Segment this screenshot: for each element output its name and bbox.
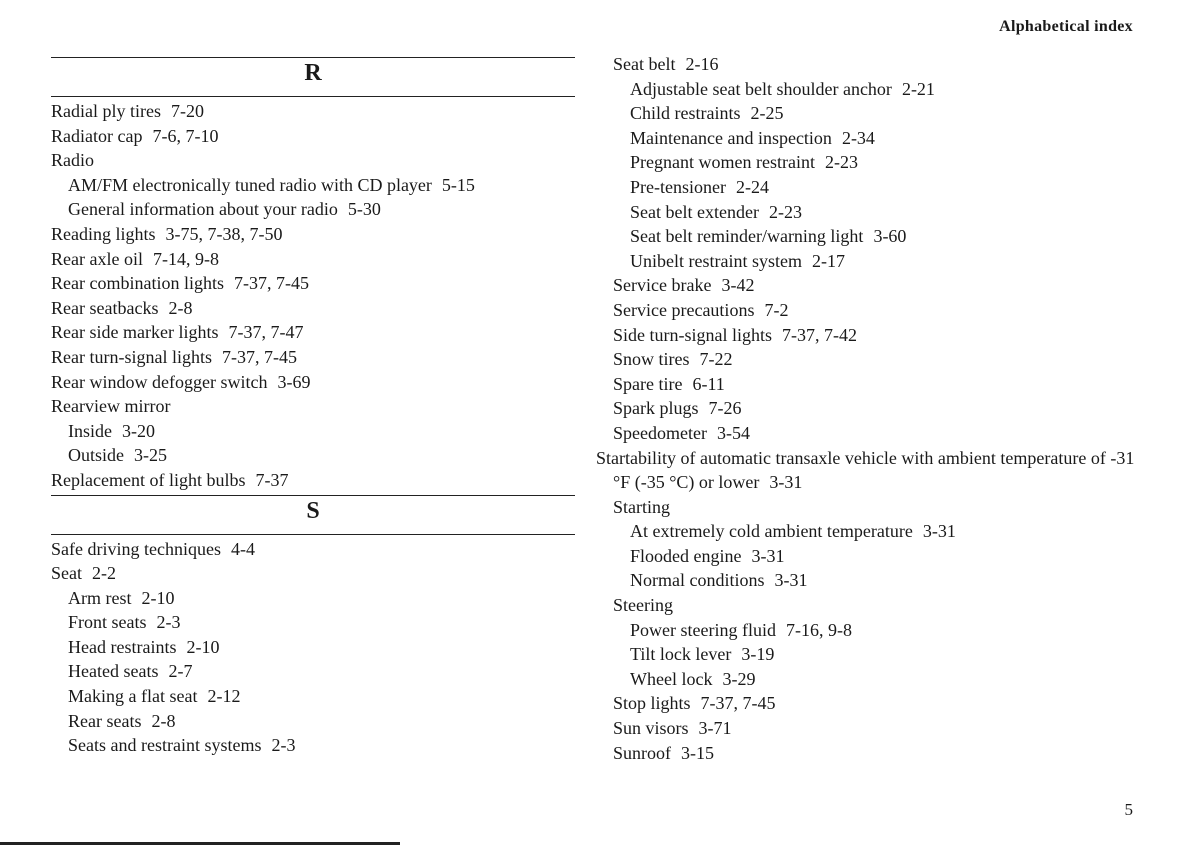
entry-page-ref: 7-6, 7-10: [152, 125, 219, 146]
entry-term: Pregnant women restraint: [630, 152, 815, 173]
entry-page-ref: 5-30: [347, 199, 381, 220]
entry-page-ref: 3-25: [134, 445, 167, 466]
index-list-right: [596, 52, 1143, 765]
entry-term: Seats and restraint systems: [68, 735, 262, 756]
entry-term: Rear window defogger switch: [51, 371, 268, 392]
entry-page-ref: 2-7: [168, 661, 193, 682]
entry-page-ref: 3-19: [741, 644, 775, 665]
entry-term: Normal conditions: [630, 570, 765, 591]
index-subentry: [51, 173, 575, 198]
index-entry: [613, 323, 1143, 348]
entry-page-ref: 7-22: [699, 349, 733, 370]
entry-term: Wheel lock: [630, 668, 713, 689]
entry-term: Child restraints: [630, 103, 741, 124]
index-entry: [51, 222, 575, 247]
index-entry: [613, 298, 1143, 323]
entry-term: Outside: [68, 445, 124, 466]
index-entry: [51, 124, 575, 149]
entry-term: Flooded engine: [630, 545, 742, 566]
entry-term: Radio: [51, 150, 94, 171]
index-entry: [51, 271, 575, 296]
entry-term: Tilt lock lever: [630, 644, 732, 665]
entry-term: Reading lights: [51, 223, 156, 244]
entry-term: Making a flat seat: [68, 686, 198, 707]
index-entry: [51, 370, 575, 395]
index-subentry: [613, 200, 1143, 225]
index-entry: [596, 446, 1143, 495]
entry-term: Rear side marker lights: [51, 322, 219, 343]
index-entry: [51, 537, 575, 562]
entry-term: AM/FM electronically tuned radio with CD player: [68, 174, 432, 195]
index-entry: [613, 347, 1143, 372]
entry-page-ref: 2-8: [168, 297, 193, 318]
running-header: Alphabetical index: [999, 18, 1133, 35]
entry-term: Rear seats: [68, 710, 142, 731]
index-subentry: [613, 568, 1143, 593]
entry-page-ref: 3-71: [698, 718, 732, 739]
entry-term: Snow tires: [613, 349, 690, 370]
entry-page-ref: 7-16, 9-8: [785, 619, 852, 640]
index-entry: [51, 99, 575, 124]
entry-term: Seat belt: [613, 54, 676, 74]
entry-page-ref: 2-3: [156, 612, 181, 633]
index-list-r: [51, 99, 575, 493]
entry-page-ref: 3-31: [922, 521, 956, 542]
entry-term: Spark plugs: [613, 398, 699, 419]
entry-page-ref: 7-20: [170, 101, 204, 121]
entry-page-ref: 2-17: [811, 250, 845, 271]
index-subentry: [613, 642, 1143, 667]
entry-page-ref: 7-26: [708, 398, 742, 419]
entry-term: Inside: [68, 420, 112, 441]
entry-term: Rear combination lights: [51, 273, 224, 294]
index-entry: [51, 561, 575, 586]
entry-page-ref: 2-2: [92, 563, 116, 584]
index-subentry: [613, 126, 1143, 151]
index-entry: [613, 716, 1143, 741]
index-entry: [613, 396, 1143, 421]
section-header-s: [51, 495, 575, 535]
entry-term: Speedometer: [613, 422, 707, 443]
index-entry: [51, 468, 575, 493]
entry-page-ref: 7-37, 7-47: [228, 322, 304, 343]
entry-term: Steering: [613, 595, 673, 616]
index-subentry: [613, 224, 1143, 249]
entry-term: Head restraints: [68, 636, 177, 657]
left-column: [51, 57, 575, 758]
bottom-rule: [0, 842, 400, 845]
entry-page-ref: 2-12: [207, 686, 241, 707]
index-subentry: [613, 519, 1143, 544]
index-subentry: [613, 101, 1143, 126]
entry-page-ref: 3-31: [774, 570, 808, 591]
entry-term: Sunroof: [613, 742, 671, 763]
right-column: [596, 52, 1143, 765]
entry-page-ref: 3-29: [722, 668, 756, 689]
entry-page-ref: 2-24: [735, 176, 769, 197]
index-subentry: [613, 77, 1143, 102]
entry-page-ref: 3-54: [716, 422, 750, 443]
entry-term: Sun visors: [613, 718, 689, 739]
entry-term: Starting: [613, 496, 670, 517]
entry-term: At extremely cold ambient temperature: [630, 521, 913, 542]
entry-term: Radiator cap: [51, 125, 143, 146]
index-subentry: [613, 667, 1143, 692]
entry-page-ref: 3-75, 7-38, 7-50: [165, 223, 283, 244]
index-entry: [613, 593, 1143, 618]
index-entry: [51, 247, 575, 272]
index-subentry: [51, 443, 575, 468]
entry-page-ref: 2-8: [151, 710, 176, 731]
entry-page-ref: 7-37, 7-45: [221, 346, 297, 367]
entry-page-ref: 7-37, 7-45: [700, 693, 776, 714]
entry-term: Unibelt restraint system: [630, 250, 802, 271]
index-entry: [51, 148, 575, 173]
index-subentry: [613, 544, 1143, 569]
entry-term: Rearview mirror: [51, 396, 171, 417]
entry-term: Spare tire: [613, 373, 683, 394]
entry-term: Rear seatbacks: [51, 297, 159, 318]
index-subentry: [51, 610, 575, 635]
entry-term: Seat belt extender: [630, 201, 759, 222]
entry-term: Heated seats: [68, 661, 159, 682]
entry-term: Power steering fluid: [630, 619, 776, 640]
index-subentry: [51, 635, 575, 660]
index-subentry: [51, 419, 575, 444]
entry-page-ref: 3-42: [721, 275, 755, 296]
index-subentry: [51, 659, 575, 684]
index-entry: [51, 394, 575, 419]
entry-term: Radial ply tires: [51, 101, 161, 121]
entry-term: Replacement of light bulbs: [51, 469, 246, 490]
entry-term: Safe driving techniques: [51, 538, 221, 559]
index-entry: [51, 345, 575, 370]
index-entry: [613, 273, 1143, 298]
index-list-s: [51, 537, 575, 758]
entry-term: Service precautions: [613, 299, 755, 320]
entry-page-ref: 3-31: [769, 472, 803, 493]
entry-term: General information about your radio: [68, 199, 338, 220]
entry-page-ref: 2-23: [824, 152, 858, 173]
entry-page-ref: 2-21: [901, 78, 935, 99]
entry-page-ref: 7-37: [255, 469, 289, 490]
entry-page-ref: 3-15: [681, 742, 714, 763]
entry-term: Pre-tensioner: [630, 176, 726, 197]
entry-term: Service brake: [613, 275, 712, 296]
index-entry: [613, 741, 1143, 766]
entry-page-ref: 7-37, 7-45: [233, 273, 309, 294]
entry-page-ref: 2-34: [841, 127, 875, 148]
entry-term: Rear turn-signal lights: [51, 346, 212, 367]
entry-term: Rear axle oil: [51, 248, 143, 269]
entry-page-ref: 7-14, 9-8: [152, 248, 219, 269]
entry-page-ref: 3-69: [277, 371, 311, 392]
entry-page-ref: 7-2: [764, 299, 789, 320]
index-subentry: [51, 684, 575, 709]
index-subentry: [51, 733, 575, 758]
index-subentry: [613, 249, 1143, 274]
index-entry: [51, 320, 575, 345]
entry-page-ref: 2-16: [685, 54, 719, 74]
index-entry: [613, 495, 1143, 520]
entry-page-ref: 3-31: [751, 545, 785, 566]
entry-page-ref: 2-10: [141, 587, 175, 608]
index-entry: [613, 372, 1143, 397]
section-letter-s: S: [306, 497, 320, 524]
page-number: 5: [1124, 800, 1133, 819]
index-subentry: [613, 150, 1143, 175]
entry-term: Side turn-signal lights: [613, 324, 772, 345]
section-header-r: [51, 57, 575, 97]
index-subentry: [51, 709, 575, 734]
entry-page-ref: 3-20: [122, 420, 155, 441]
index-subentry: [51, 586, 575, 611]
entry-term: Arm rest: [68, 587, 132, 608]
index-subentry: [613, 618, 1143, 643]
entry-page-ref: 2-25: [750, 103, 784, 124]
entry-page-ref: 3-60: [873, 226, 907, 247]
entry-page-ref: 7-37, 7-42: [782, 324, 857, 345]
entry-page-ref: 4-4: [230, 538, 255, 559]
entry-page-ref: 5-15: [441, 174, 475, 195]
entry-term: Adjustable seat belt shoulder anchor: [630, 78, 892, 99]
entry-term: Front seats: [68, 612, 147, 633]
entry-page-ref: 2-3: [271, 735, 296, 756]
entry-term: Stop lights: [613, 693, 691, 714]
entry-page-ref: 6-11: [692, 373, 725, 394]
entry-page-ref: 2-10: [186, 636, 220, 657]
entry-term: Seat belt reminder/warning light: [630, 226, 864, 247]
entry-term: Seat: [51, 563, 82, 584]
index-subentry: [51, 197, 575, 222]
entry-page-ref: 2-23: [768, 201, 802, 222]
index-entry: [613, 691, 1143, 716]
section-letter-r: R: [304, 60, 322, 86]
index-entry: [613, 421, 1143, 446]
entry-term: Startability of automatic transaxle vehicle with ambient temperature of -31 °F (-35 °C) or lower: [596, 447, 1135, 493]
index-subentry: [613, 175, 1143, 200]
index-entry: [51, 296, 575, 321]
index-entry: [613, 52, 1143, 77]
entry-term: Maintenance and inspection: [630, 127, 832, 148]
